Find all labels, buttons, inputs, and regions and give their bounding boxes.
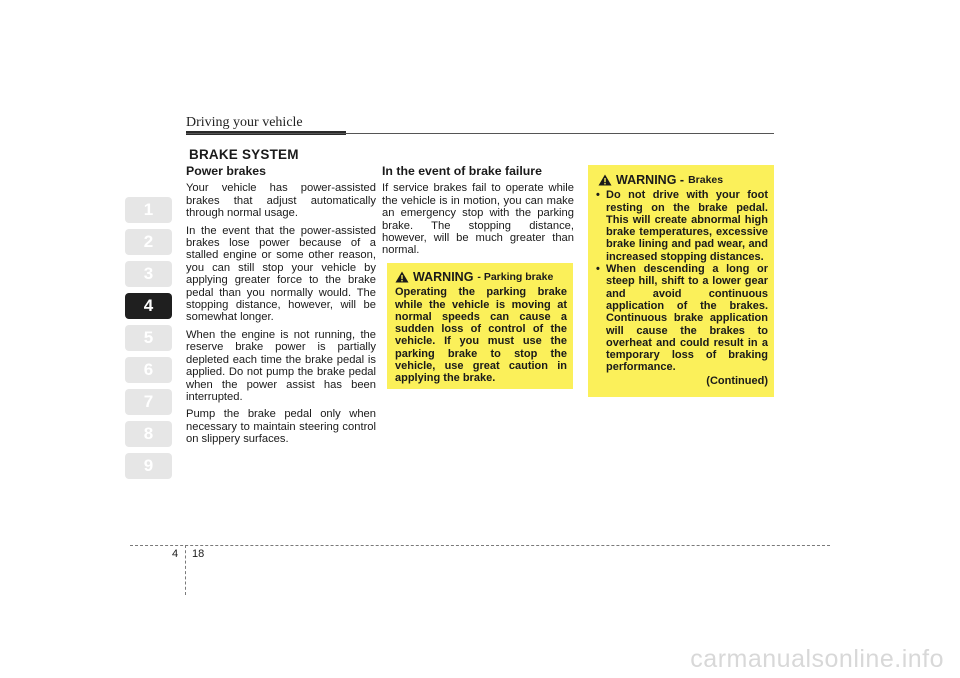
power-brakes-heading: Power brakes [186, 164, 266, 178]
continued-label: (Continued) [706, 374, 768, 387]
brake-failure-paragraph: If service brakes fail to operate while the vehicle is in motion, you can make an emergency stop with the parking brake. The stopping distance, however, will be much greater than normal. [382, 182, 574, 257]
warning-subject: - Parking brake [477, 271, 554, 283]
warning-list-item: • When descending a long or steep hill, shift to a lower gear and avoid continuous application of the brakes. Continuous brake application will cause the brakes to overheat and could result in a temporary loss of braking performance. [594, 263, 768, 374]
footer-divider [185, 545, 186, 595]
chapter-tab-6[interactable]: 6 [125, 357, 172, 383]
warning-list [594, 189, 768, 373]
chapter-tab-9[interactable]: 9 [125, 453, 172, 479]
warning-subject: Brakes [688, 174, 724, 186]
watermark: carmanualsonline.info [690, 645, 944, 673]
warning-label: WARNING - [616, 173, 685, 187]
warning-triangle-icon [395, 271, 409, 283]
chapter-tab-2[interactable]: 2 [125, 229, 172, 255]
chapter-tab-1[interactable]: 1 [125, 197, 172, 223]
warning-list-item: • Do not drive with your foot resting on the brake pedal. This will create abnormal high brake temperatures, excessive brake lining and pad wear, and increased stopping distances. [594, 189, 768, 263]
warning-box-parking-brake [387, 263, 573, 389]
power-brakes-paragraph: Your vehicle has power-assisted brakes that adjust automatically through normal usage. [186, 182, 376, 220]
warning-triangle-icon [598, 174, 612, 186]
warning-box-brakes [588, 165, 774, 397]
power-brakes-paragraph: In the event that the power-assisted brakes lose power because of a stalled engine or some other reason, you can still stop your vehicle by applying greater force to the brake pedal than you normally would. The stopping distance, however, will be somewhat longer. [186, 224, 376, 324]
brake-failure-heading: In the event of brake failure [382, 164, 542, 178]
warning-header [598, 174, 768, 186]
chapter-tab-3[interactable]: 3 [125, 261, 172, 287]
running-title: Driving your vehicle [186, 115, 303, 130]
chapter-tab-5[interactable]: 5 [125, 325, 172, 351]
brake-failure-section [382, 165, 574, 262]
footer-rule [130, 545, 830, 546]
warning-text: Operating the parking brake while the vehicle is moving at normal speeds can cause a sudden loss of control of the vehicle. If you must use the parking brake to stop the vehicle, use great caution in applying the brake. [395, 286, 567, 385]
footer-chapter-number: 4 [172, 548, 179, 560]
chapter-tab-8[interactable]: 8 [125, 421, 172, 447]
footer-page-number: 18 [192, 548, 205, 560]
header-rule [186, 133, 774, 134]
power-brakes-paragraph: When the engine is not running, the reserve brake power is partially depleted each time the brake pedal is applied. Do not pump the brake pedal when the power assist has been interrupted. [186, 328, 376, 403]
chapter-tab-4[interactable]: 4 [125, 293, 172, 319]
section-title: BRAKE SYSTEM [189, 147, 299, 162]
warning-label: WARNING [413, 270, 474, 284]
power-brakes-section [186, 165, 376, 451]
power-brakes-paragraph: Pump the brake pedal only when necessary to maintain steering control on slippery surfaces. [186, 408, 376, 446]
chapter-tab-7[interactable]: 7 [125, 389, 172, 415]
warning-header [395, 271, 567, 283]
